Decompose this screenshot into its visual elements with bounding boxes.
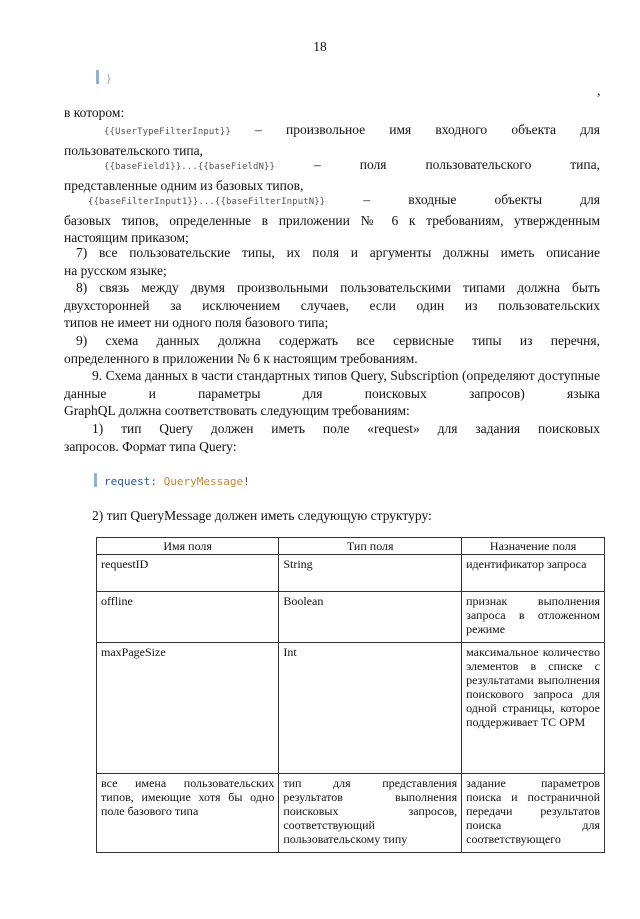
code-bang: ! [243, 475, 250, 488]
table-cell: offline [97, 592, 279, 643]
code-block-close [96, 70, 112, 85]
code-query-format [94, 473, 250, 488]
table-row [97, 592, 605, 643]
section-9-b: GraphQL должна соответствовать следующим требованиям: [64, 403, 410, 418]
paragraph-8-a: 8) связь между двумя произвольными пользовательскими типами должна быть двухсторонней за исключением случаев, если один из пользовательских [64, 280, 600, 313]
paragraph-7-b: на русском языке; [64, 262, 167, 278]
subitem-2: 2) тип QueryMessage должен иметь следующую структуру: [92, 508, 432, 523]
table-row [97, 774, 605, 853]
section-9-a: 9. Схема данных в части стандартных типов Query, Subscription (определяют доступные данные и параметры для поисковых запросов) языка [64, 368, 600, 401]
table-cell: String [279, 555, 462, 592]
subitem-1-a: 1) тип Query должен иметь поле «request» для задания поисковых [92, 421, 600, 436]
trailing-comma: , [597, 84, 601, 99]
table-cell: requestID [97, 555, 279, 592]
code-bar-marker [96, 70, 99, 84]
code-base-fields: {{baseField1}}...{{baseFieldN}} [104, 162, 276, 172]
table-cell: все имена пользовательских типов, имеющие хотя бы одно поле базового типа [97, 774, 279, 853]
text-base-filter-c: настоящим приказом; [64, 230, 189, 245]
header-field-purpose: Назначение поля [462, 538, 605, 555]
paragraph-8-b: типов не имеет ни одного поля базового типа; [64, 315, 329, 330]
paragraph-9-b: определенного в приложении № 6 к настоящим требованиям. [64, 350, 418, 366]
text-base-fields-a: – поля пользовательского типа, [275, 157, 600, 172]
paragraph-7-a: 7) все пользовательские типы, их поля и аргументы должны иметь описание [76, 245, 600, 260]
list-item-base-fields [64, 156, 600, 194]
text-base-filter-b: базовых типов, определенные в приложении № 6 к требованиям, утвержденным [64, 212, 600, 228]
code-type: QueryMessage [163, 475, 244, 488]
page-number: 18 [313, 39, 327, 54]
paragraph-8 [64, 279, 600, 332]
query-message-table [96, 537, 605, 853]
text-base-fields-b: представленные одним из базовых типов, [64, 177, 304, 193]
table-cell: maxPageSize [97, 643, 279, 774]
paragraph-9 [64, 332, 600, 367]
text-user-type-filter-a: – произвольное имя входного объекта для [230, 122, 600, 137]
subitem-1-b: запросов. Формат типа Query: [64, 438, 237, 454]
list-item-user-type-filter [64, 121, 600, 159]
subitem-1 [64, 420, 600, 455]
header-field-name: Имя поля [97, 538, 279, 555]
table-cell: идентификатор запроса [462, 555, 605, 592]
code-key: request [104, 475, 151, 488]
table-row [97, 555, 605, 592]
table-cell: Boolean [279, 592, 462, 643]
text-user-type-filter-b: пользовательского типа, [64, 142, 203, 158]
code-close-brace: } [106, 74, 112, 85]
header-field-type: Тип поля [279, 538, 462, 555]
table-cell: тип для представления результатов выполнения поисковых запросов, соответствующий пользовательскому типу [279, 774, 462, 853]
paragraph-9-a: 9) схема данных должна содержать все сервисные типы из перечня, [76, 333, 600, 348]
table-cell: Int [279, 643, 462, 774]
table-header-row [97, 538, 605, 555]
table-row [97, 643, 605, 774]
code-user-type-filter: {{UserTypeFilterInput}} [104, 127, 231, 137]
code-colon: : [150, 475, 164, 488]
text-base-filter-a: – входные объекты для [325, 192, 600, 207]
table-cell: признак выполнения запроса в отложенном режиме [462, 592, 605, 643]
table-cell: максимальное количество элементов в списке с результатами выполнения поискового запроса для одной страницы, которое поддерживает ТС ОРМ [462, 643, 605, 774]
table-cell: задание параметров поиска и постраничной передачи результатов поиска для соответствующего [462, 774, 605, 853]
paragraph-7 [64, 244, 600, 279]
code-base-filter: {{baseFilterInput1}}...{{baseFilterInputN}} [88, 197, 326, 207]
code-bar-marker-2 [94, 473, 97, 487]
paragraph-in-which: в котором: [64, 105, 125, 120]
section-9 [64, 367, 600, 420]
list-item-base-filter [64, 191, 600, 247]
